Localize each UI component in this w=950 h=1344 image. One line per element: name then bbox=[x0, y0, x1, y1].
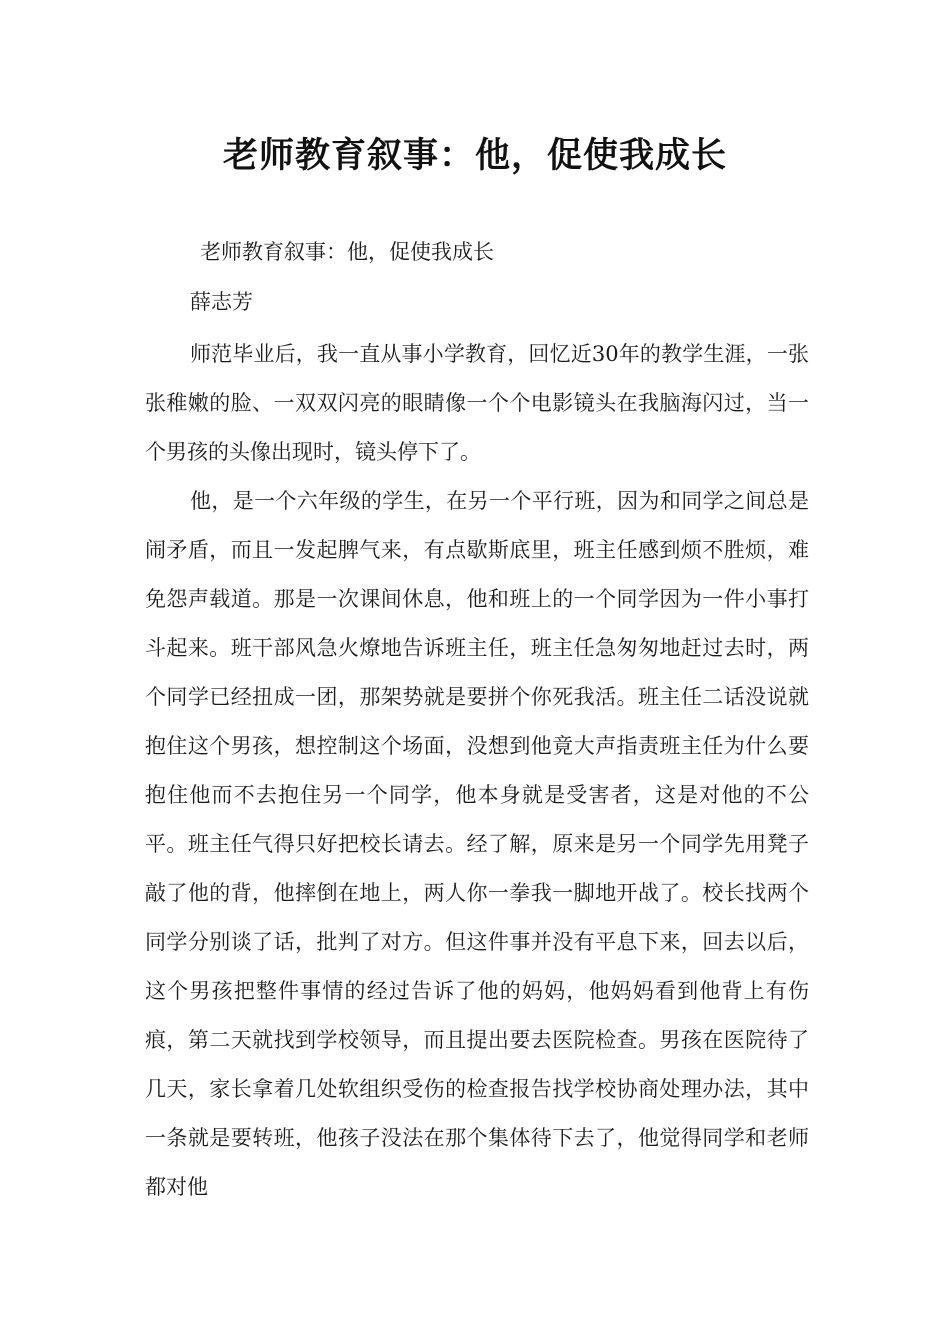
document-title: 老师教育叙事：他，促使我成长 bbox=[222, 136, 727, 176]
paragraph-2: 他，是一个六年级的学生，在另一个平行班，因为和同学之间总是闹矛盾，而且一发起脾气来，有点歇斯底里，班主任感到烦不胜烦，难免怨声载道。那是一次课间休息，他和班上的一个同学因为一件小事打斗起来。班干部风急火燎地告诉班主任，班主任急匆匆地赶过去时，两个同学已经扭成一团，那架势就是要拼个你死我活。班主任二话没说就抱住这个男孩，想控制这个场面，没想到他竟大声指责班主任为什么要抱住他而不去抱住另一个同学，他本身就是受害者，这是对他的不公平。班主任气得只好把校长请去。经了解，原来是另一个同学先用凳子敲了他的背，他摔倒在地上，两人你一拳我一脚地开战了。校长找两个同学分别谈了话，批判了对方。但这件事并没有平息下来，回去以后，这个男孩把整件事情的经过告诉了他的妈妈，他妈妈看到他背上有伤痕，第二天就找到学校领导，而且提出要去医院检查。男孩在医院待了几天，家长拿着几处软组织受伤的检查报告找学校协商处理办法，其中一条就是要转班，他孩子没法在那个集体待下去了，他觉得同学和老师都对他 bbox=[145, 489, 809, 1199]
paragraph-1: 师范毕业后，我一直从事小学教育，回忆近30年的教学生涯，一张张稚嫩的脸、一双双闪亮的眼睛像一个个电影镜头在我脑海闪过，当一个男孩的头像出现时，镜头停下了。 bbox=[145, 342, 809, 464]
document-subtitle: 老师教育叙事：他，促使我成长 bbox=[200, 240, 494, 264]
author-name: 薛志芳 bbox=[190, 290, 253, 314]
